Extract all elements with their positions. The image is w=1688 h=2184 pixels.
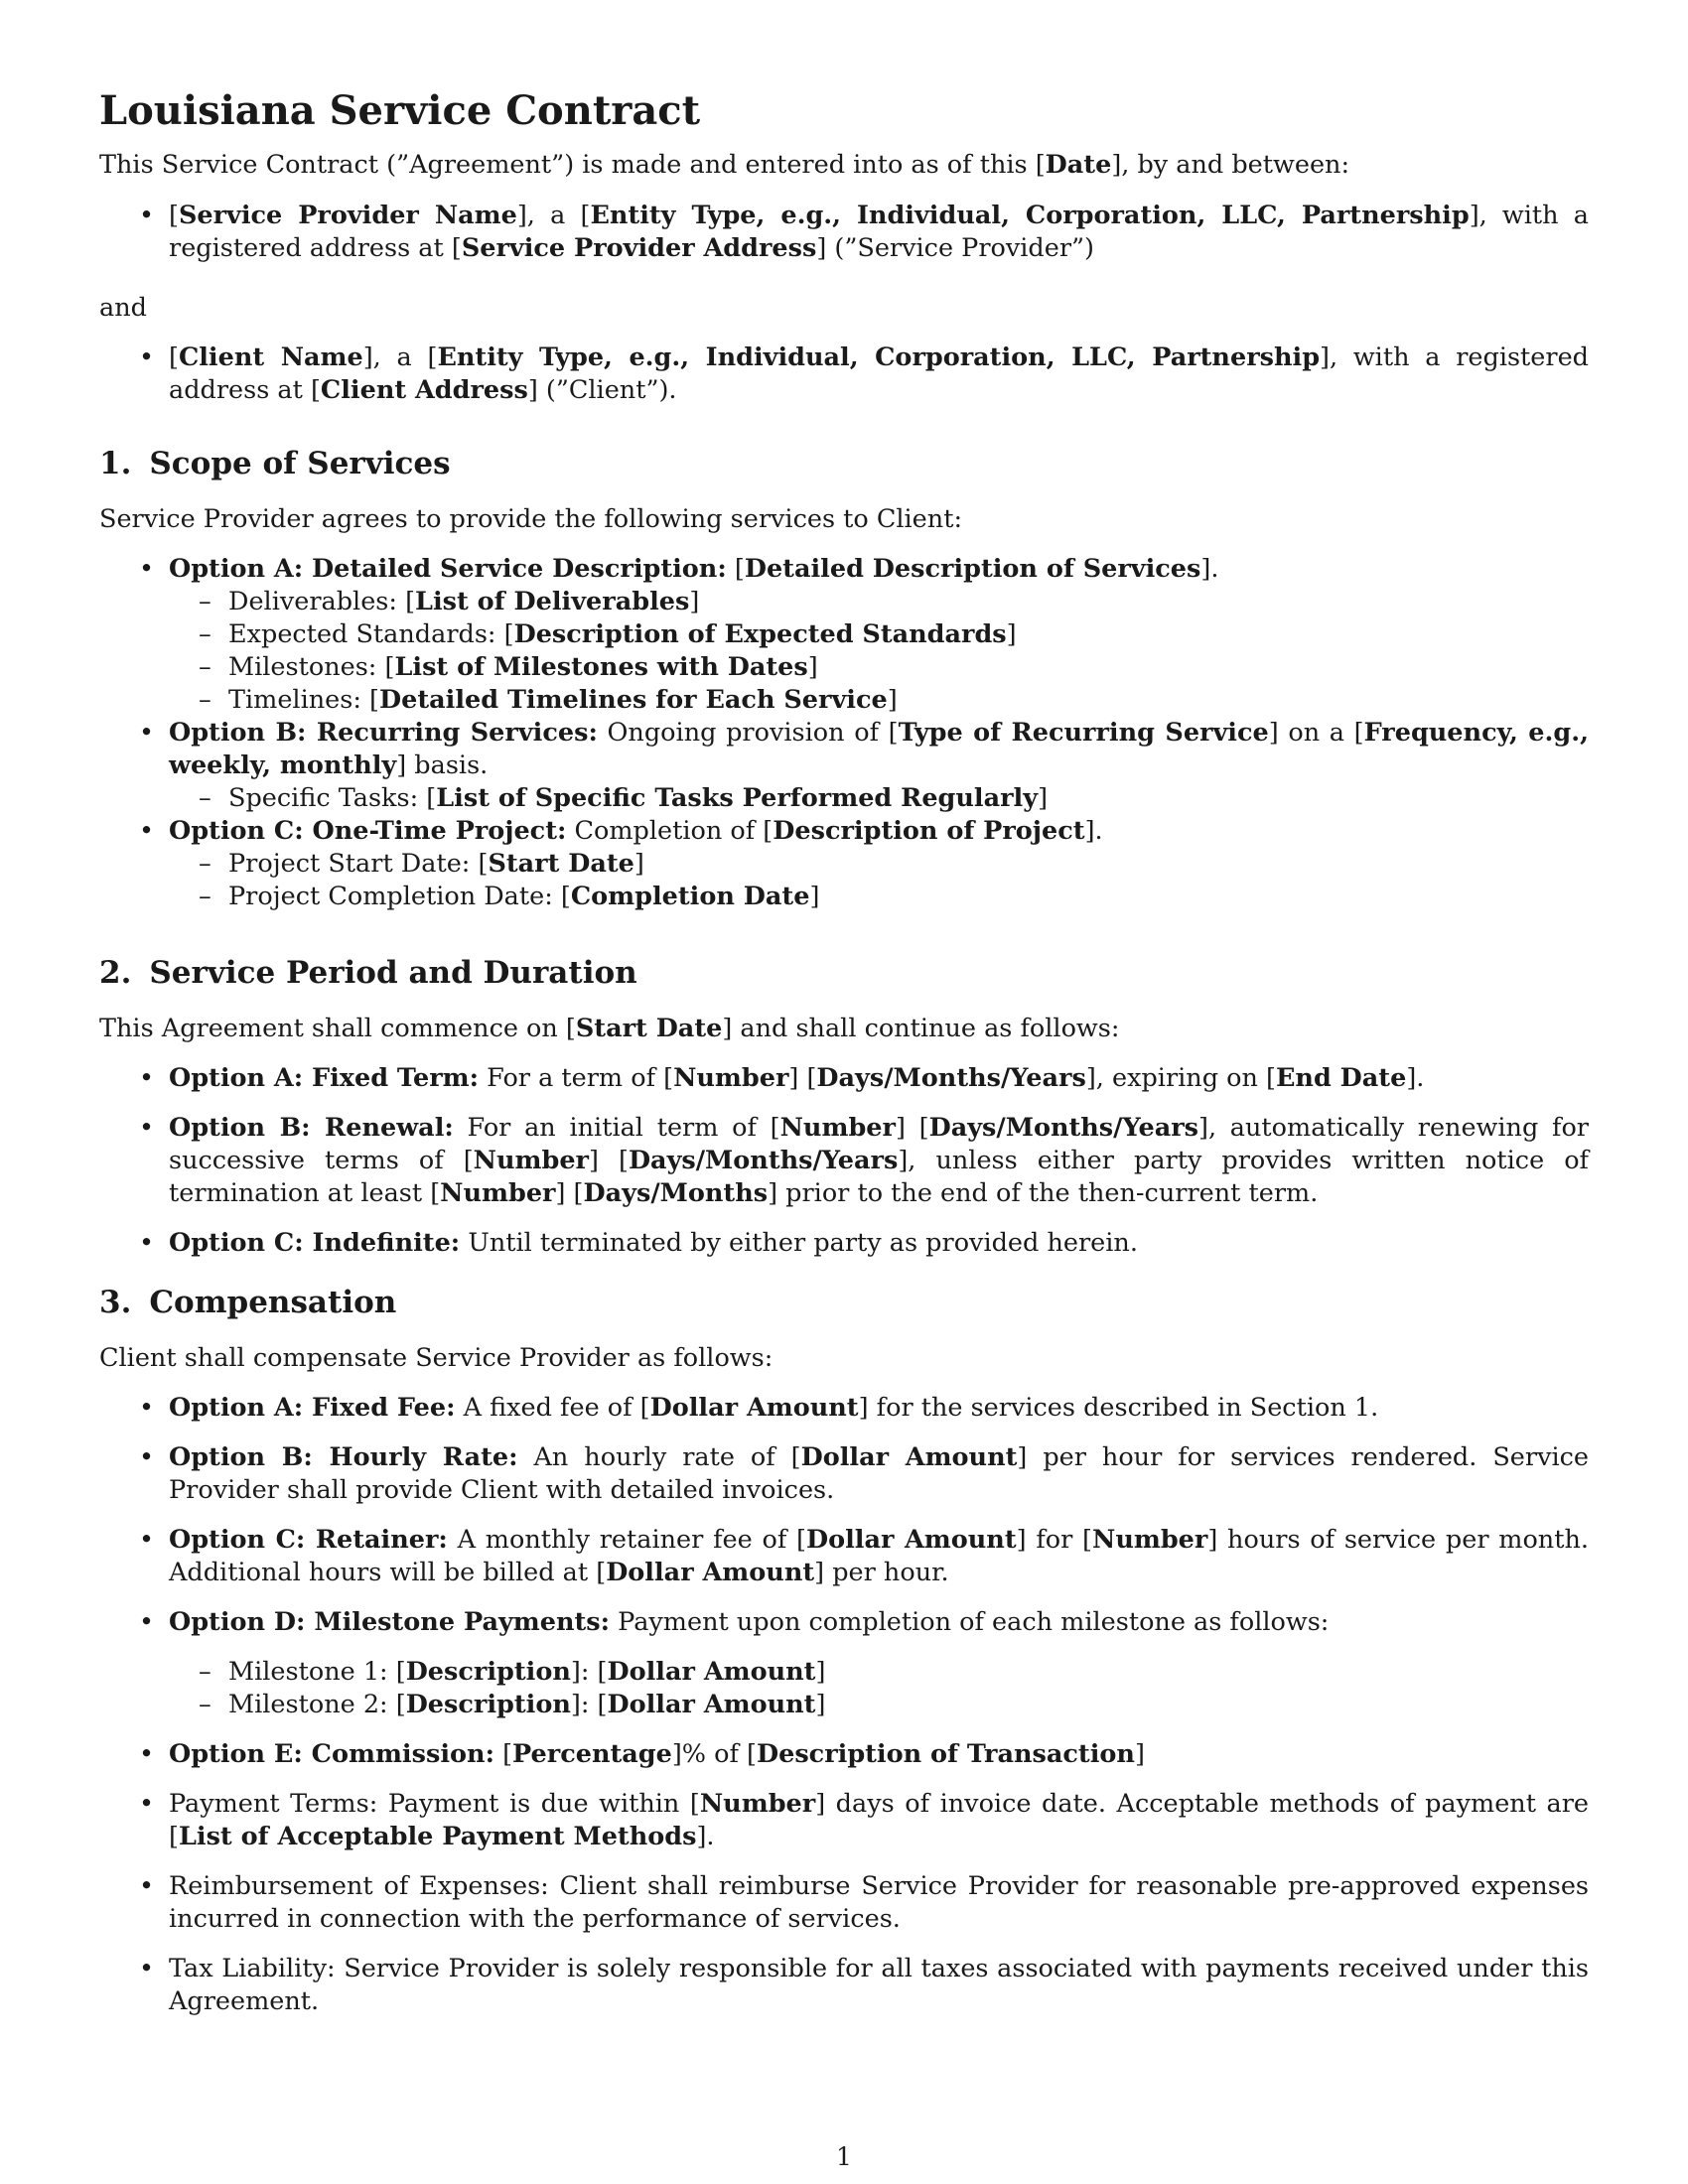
section-2-heading: 2. Service Period and Duration [99,955,637,991]
list-item: • Payment Terms: Payment is due within [Number] days of invoice date. Acceptable methods of payment are [List of Acceptable Payment Methods]. [99,1788,1589,1853]
sub-list-item: – Milestone 2: [Description]: [Dollar Amount] [99,1689,1589,1721]
sub-list-item: – Specific Tasks: [List of Specific Tasks Performed Regularly] [99,782,1589,815]
list-item: • Option C: Retainer: A monthly retainer fee of [Dollar Amount] for [Number] hours of service per month. Additional hours will be billed at [Dollar Amount] per hour. [99,1524,1589,1589]
sub-list-item: – Timelines: [Detailed Timelines for Each Service] [99,684,1589,717]
sub-list-item: – Project Completion Date: [Completion Date] [99,881,1589,913]
party-service-provider [99,200,1589,265]
list-item: • [Service Provider Name], a [Entity Type, e.g., Individual, Corporation, LLC, Partnership], with a registered address at [Service Provider Address] (”Service Provider”) [99,200,1589,265]
list-item: • Option E: Commission: [Percentage]% of [Description of Transaction] [99,1738,1589,1771]
list-item: • Tax Liability: Service Provider is solely responsible for all taxes associated with payments received under this Agreement. [99,1953,1589,2018]
section-1-intro: Service Provider agrees to provide the following services to Client: [99,504,963,534]
section-3-options [99,1392,1589,2018]
list-item: • Reimbursement of Expenses: Client shall reimburse Service Provider for reasonable pre-approved expenses incurred in connection with the performance of services. [99,1870,1589,1936]
page-number: 1 [836,2142,852,2171]
list-item: • Option A: Fixed Term: For a term of [Number] [Days/Months/Years], expiring on [End Date]. [99,1062,1589,1095]
document-page [99,0,1589,2184]
and-text: and [99,293,147,323]
section-2-intro: This Agreement shall commence on [Start Date] and shall continue as follows: [99,1014,1120,1043]
list-item: • Option A: Detailed Service Description: [Detailed Description of Services]. [99,553,1589,586]
page-title: Louisiana Service Contract [99,87,701,134]
list-item: • [Client Name], a [Entity Type, e.g., Individual, Corporation, LLC, Partnership], with a registered address at [Client Address] (”Client”). [99,341,1589,407]
list-item: • Option B: Hourly Rate: An hourly rate of [Dollar Amount] per hour for services rendered. Service Provider shall provide Client with detailed invoices. [99,1441,1589,1507]
sub-list-item: – Deliverables: [List of Deliverables] [99,586,1589,618]
sub-list-item: – Expected Standards: [Description of Expected Standards] [99,618,1589,651]
list-item: • Option A: Fixed Fee: A fixed fee of [Dollar Amount] for the services described in Section 1. [99,1392,1589,1425]
section-3-heading: 3. Compensation [99,1285,397,1320]
section-3-intro: Client shall compensate Service Provider as follows: [99,1343,774,1373]
sub-list-item: – Milestones: [List of Milestones with Dates] [99,651,1589,684]
sub-list-item: – Project Start Date: [Start Date] [99,848,1589,881]
section-1-heading: 1. Scope of Services [99,446,451,481]
intro-paragraph: This Service Contract (”Agreement”) is made and entered into as of this [Date], by and between: [99,150,1350,180]
sub-list-item: – Milestone 1: [Description]: [Dollar Amount] [99,1656,1589,1689]
party-client [99,341,1589,407]
list-item: • Option C: Indefinite: Until terminated by either party as provided herein. [99,1227,1589,1260]
list-item: • Option C: One-Time Project: Completion of [Description of Project]. [99,815,1589,848]
date-placeholder: Date [1045,150,1112,180]
section-2-options [99,1062,1589,1260]
list-item: • Option B: Renewal: For an initial term of [Number] [Days/Months/Years], automatically renewing for successive terms of [Number] [Days/Months/Years], unless either party provides written notice of termination at least [Number] [Days/Months] prior to the end of the then-current term. [99,1112,1589,1210]
list-item: • Option B: Recurring Services: Ongoing provision of [Type of Recurring Service] on a [Frequency, e.g., weekly, monthly] basis. [99,717,1589,782]
section-1-options [99,553,1589,913]
list-item: • Option D: Milestone Payments: Payment upon completion of each milestone as follows: [99,1606,1589,1639]
